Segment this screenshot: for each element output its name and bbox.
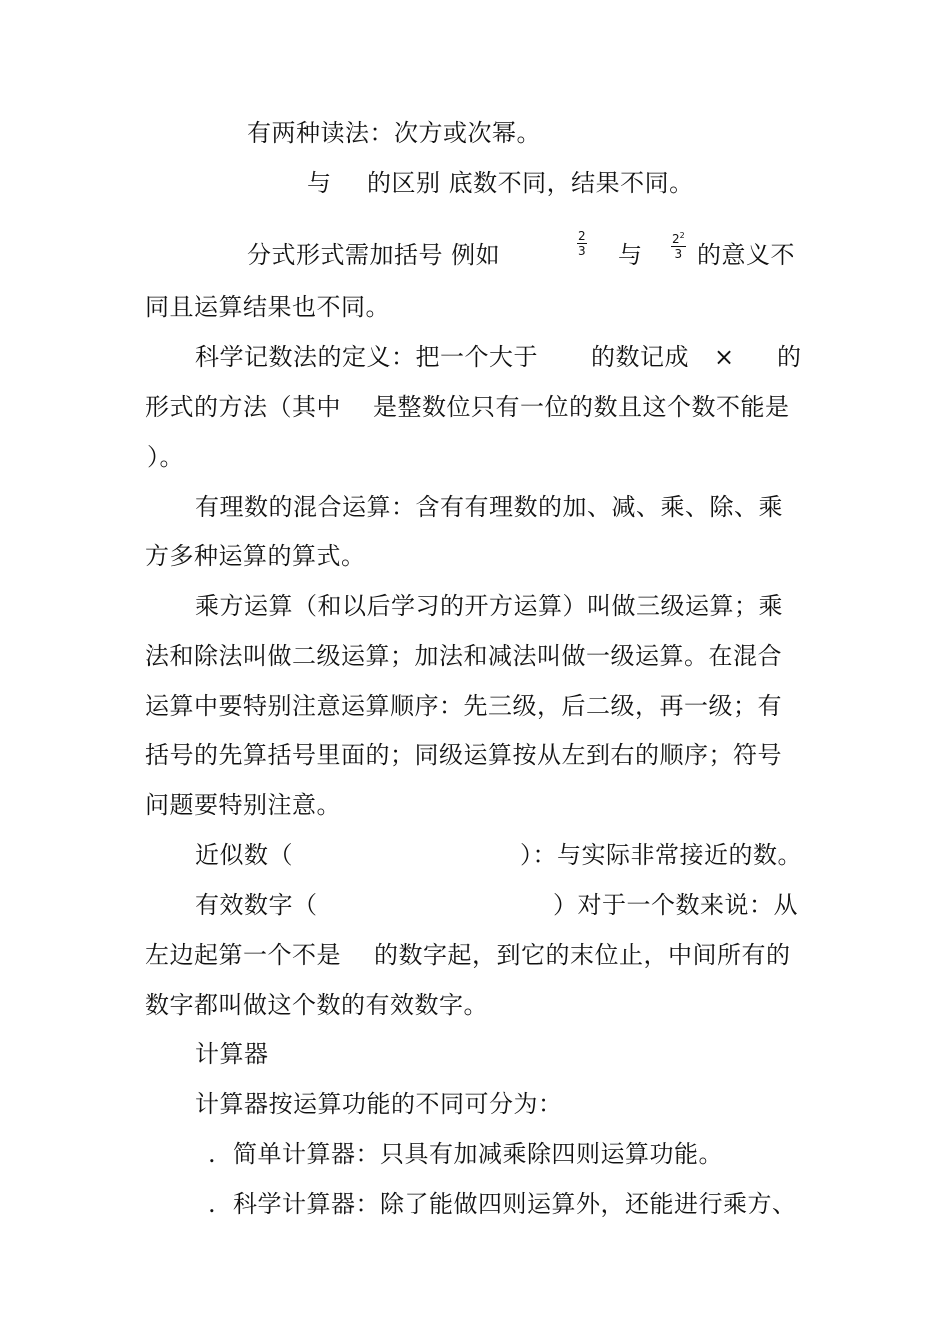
- fraction-2: [671, 229, 686, 261]
- list-marker-2: .: [208, 1190, 217, 1218]
- line-5-d: 的: [777, 343, 802, 371]
- fraction-1-denominator: 3: [578, 244, 586, 258]
- line-12: 运算中要特别注意运算顺序：先三级，后二级，再一级；有: [145, 692, 782, 720]
- line-11: 法和除法叫做二级运算；加法和减法叫做一级运算。在混合: [145, 642, 782, 670]
- line-17-a: 左边起第一个不是: [145, 941, 341, 969]
- line-16-b: ）对于一个数来说：从: [553, 891, 798, 919]
- fraction-1-numerator: 2: [578, 229, 586, 243]
- line-3-c: 的意义不: [697, 241, 795, 269]
- line-9: 方多种运算的算式。: [145, 542, 366, 570]
- line-15-a: 近似数（: [195, 841, 293, 869]
- line-2-a: 与: [307, 169, 332, 197]
- list-item-2: 科学计算器：除了能做四则运算外，还能进行乘方、: [233, 1190, 797, 1218]
- fraction-2-denominator: 3: [674, 247, 683, 261]
- line-6-a: 形式的方法（其中: [145, 393, 341, 421]
- line-5-c: ×: [714, 343, 735, 371]
- line-3-b: 与: [618, 241, 643, 269]
- line-14: 问题要特别注意。: [145, 791, 341, 819]
- line-6-b: 是整数位只有一位的数且这个数不能是: [373, 393, 790, 421]
- line-8: 有理数的混合运算：含有有理数的加、减、乘、除、乘: [195, 493, 783, 521]
- list-item-1: 简单计算器：只具有加减乘除四则运算功能。: [233, 1140, 723, 1168]
- line-4: 同且运算结果也不同。: [145, 293, 390, 321]
- line-2-b: 的区别 底数不同，结果不同。: [367, 169, 694, 197]
- line-18: 数字都叫做这个数的有效数字。: [145, 991, 488, 1019]
- list-marker-1: .: [208, 1140, 217, 1168]
- line-7: ）。: [147, 443, 184, 471]
- line-13: 括号的先算括号里面的；同级运算按从左到右的顺序；符号: [145, 741, 782, 769]
- line-3-a: 分式形式需加括号 例如: [247, 241, 501, 269]
- line-15-b: ）：与实际非常接近的数。: [520, 841, 802, 869]
- line-20: 计算器按运算功能的不同可分为：: [195, 1090, 563, 1118]
- line-16-a: 有效数字（: [195, 891, 318, 919]
- line-17-b: 的数字起，到它的末位止，中间所有的: [374, 941, 791, 969]
- fraction-1: [577, 229, 587, 258]
- line-5-a: 科学记数法的定义：把一个大于: [195, 343, 538, 371]
- heading-calculator: 计算器: [195, 1040, 269, 1068]
- line-5-b: 的数记成: [591, 343, 689, 371]
- fraction-2-numerator: $2^2$: [672, 231, 685, 246]
- line-1: 有两种读法：次方或次幂。: [247, 119, 541, 147]
- line-10: 乘方运算（和以后学习的开方运算）叫做三级运算；乘: [195, 592, 783, 620]
